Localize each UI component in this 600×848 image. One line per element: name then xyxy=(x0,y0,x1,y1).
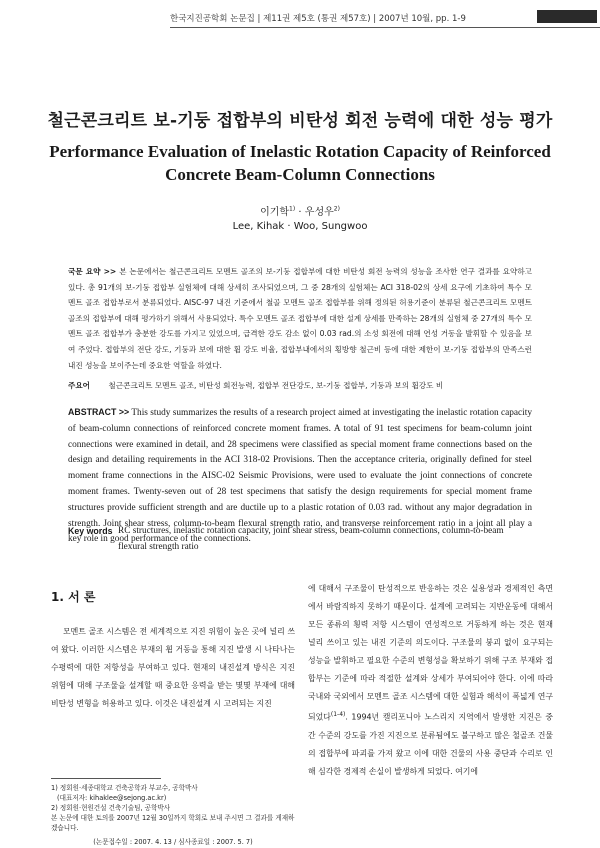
intro-paragraph-right xyxy=(308,580,553,781)
footnote-1-contact: (대표저자: kihaklee@sejong.ac.kr) xyxy=(57,794,167,802)
korean-keywords-label: 주요어 xyxy=(68,381,91,390)
english-abstract-text: This study summarizes the results of a research project aimed at investigating the inelastic rotation capacity of beam-column connections of reinforced concrete moment frames. A total of 91 test specimens for beam-column joint connections were examined in detail, and 28 specimens were classified as special moment frame connections based on the design and detailing requirements in the ACI 318-02 Provisions. Then the acceptance criteria, originally defined for steel moment frame connections in the AISC-02 Seismic Provisions, were used to evaluate the joint connections of concrete moment frames. Twenty-seven out of 28 test specimens that satisfy the design requirements for special moment frame structures provide sufficient strength and are ductile up to a plastic rotation of 0.03 rad. without any major degradation in strength. Joint shear stress, column-to-beam flexural strength ratio, and transverse reinforcement ratio in a joint all play a key role in good performance of the connections. xyxy=(68,408,532,545)
footnotes xyxy=(51,783,295,847)
body-column-right xyxy=(308,580,553,781)
footnote-rule xyxy=(51,778,161,779)
title-english-line-2: Concrete Beam-Column Connections xyxy=(165,165,435,184)
footnote-2: 2) 정회원·현원건설 건축기술팀, 공학박사 xyxy=(51,804,171,812)
english-abstract-label: ABSTRACT >> xyxy=(68,407,130,417)
section-heading-introduction: 1. 서 론 xyxy=(51,590,96,604)
authors-korean xyxy=(0,203,600,218)
title-korean: 철근콘크리트 보-기둥 접합부의 비탄성 회전 능력에 대한 성능 평가 xyxy=(47,111,553,131)
authors-english: Lee, Kihak · Woo, Sungwoo xyxy=(232,221,368,232)
korean-abstract-text: 본 논문에서는 철근콘크리트 모멘트 골조의 보-기둥 접합부에 대한 비탄성 회전 능력의 성능을 조사한 연구 결과를 요약하고 있다. 총 91개의 보-기둥 접합부 실험체에 대해 상세히 조사되었으며, 그 중 28개의 실험체는 ACI 318-02의 상세 요구에 기초하여 특수 모멘트 골조 접합부로서 분류되었다. AISC-97 내진 기준에서 철골 모멘트 골조 접합부를 위해 정의된 허용기준이 분류된 철근콘크리트 모멘트 골조의 접합부에 대해 평가하기 위해서 사용되었다. 특수 모멘트 골조 접합부에 대한 설계 상세를 만족하는 28개의 실험체 중 27개의 특수 모멘트 골조 접합부가 충분한 강도를 가지고 있었으며, 급격한 강도 감소 없이 0.03 rad.의 소성 회전에 대해 연성 거동을 발휘할 수 있음을 보여 주었다. 접합부의 전단 강도, 기둥과 보에 대한 휨 강도 비율, 접합부내에서의 횡방향 철근비 등에 대한 제한이 보-기둥 접합부의 만족스런 내진 성능을 보이주는데 중요한 역할을 하였다. xyxy=(68,267,532,370)
footnote-1: 1) 정회원·세종대학교 건축공학과 부교수, 공학박사 xyxy=(51,784,198,792)
english-keywords xyxy=(68,524,532,556)
korean-abstract xyxy=(68,264,532,373)
author-2-mark: 2) xyxy=(333,205,340,213)
korean-keywords xyxy=(68,380,532,391)
title-english-line-1: Performance Evaluation of Inelastic Rotation Capacity of Reinforced xyxy=(49,142,551,161)
header-black-block xyxy=(537,10,597,23)
citation-1-4: (1-4) xyxy=(330,711,346,718)
author-1-mark: 1) xyxy=(289,205,296,213)
english-keywords-text: RC structures, inelastic rotation capacity, joint shear stress, beam-column connections, column-to-beam flexural strength ratio xyxy=(118,526,504,552)
english-keywords-label: Key words xyxy=(68,526,113,536)
intro-right-text-part-2: . 1994년 캘리포니아 노스리지 지역에서 발생한 지진은 중간 수준의 강도를 가진 지진으로 분류됨에도 불구하고 많은 철골조 건물의 접합부에 파괴를 가져 왔고 이에 대한 건물의 사용 중단과 수리로 인해 심각한 경제적 손실이 발생하게 되었다. 여기에 xyxy=(308,712,553,776)
running-head: 한국지진공학회 논문집 | 제11권 제5호 (통권 제57호) | 2007년 10월, pp. 1-9 xyxy=(170,14,466,24)
intro-right-text-part-1: 에 대해서 구조물이 탄성적으로 반응하는 것은 실용성과 경제적인 측면에서 바람직하지 못하기 때문이다. 설계에 고려되는 지반운동에 대해서 모든 종류의 횡력 저항 시스템이 연성적으로 거동하게 하는 것은 현재 널리 쓰이고 있는 내진 기준의 의도이다. 구조물의 붕괴 없이 요구되는 성능을 발휘하고 필요한 수준의 변형성을 확보하기 위해 구조 부재와 접합부는 기준에 따라 적절한 설계와 상세가 부여되어야 한다. 이에 따라 국내와 국외에서 모멘트 골조 시스템에 대한 실험과 해석이 폭넓게 연구되었다 xyxy=(308,584,553,722)
author-1-name: 이기학 xyxy=(260,207,290,218)
korean-keywords-text: 철근콘크리트 모멘트 골조, 비탄성 회전능력, 접합부 전단강도, 보-기둥 접합부, 기둥과 보의 휨강도 비 xyxy=(108,381,444,390)
intro-paragraph-left: 모멘트 골조 시스템은 전 세계적으로 지진 위험이 높은 곳에 널리 쓰여 왔다. 이러한 시스템은 부재의 휨 거동을 통해 지진 발생 시 나타나는 수평력에 대한 저항성을 부여하고 있다. 현재의 내진설계 방식은 지진 위험에 대해 구조물을 설계할 때 중요한 응력을 받는 몇몇 부재에 대해 비탄성 변형을 허용하고 있다. 이것은 내진설계 시 고려되는 지진 xyxy=(51,627,295,708)
received-dates: (논문접수일 : 2007. 4. 13 / 심사종료일 : 2007. 5. 7) xyxy=(93,838,253,846)
footnote-discussion: 본 논문에 대한 토의를 2007년 12월 30일까지 학회로 보내 주시면 그 결과를 게재하겠습니다. xyxy=(51,814,295,832)
header-rule xyxy=(170,27,600,28)
author-separator: · xyxy=(298,207,302,218)
korean-abstract-label: 국문 요약 >> xyxy=(68,267,117,276)
author-2-name: 우성우 xyxy=(304,207,334,218)
body-column-left xyxy=(51,588,295,713)
title-english xyxy=(40,140,560,186)
